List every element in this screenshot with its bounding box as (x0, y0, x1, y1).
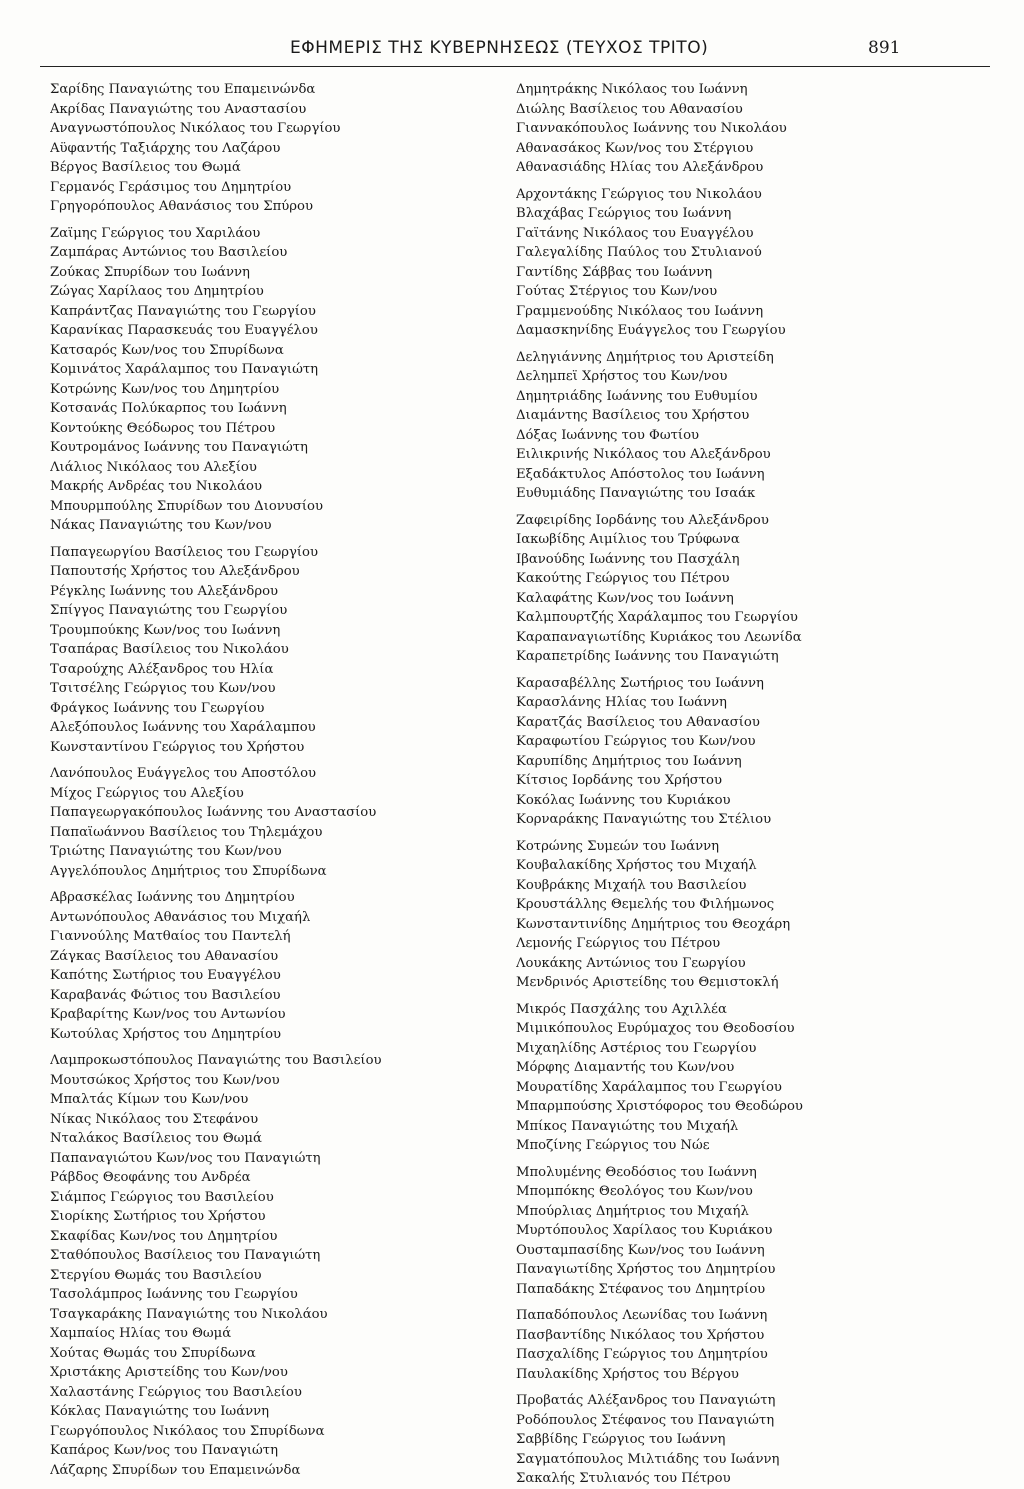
name-entry: Καραπαναγιωτίδης Κυριάκος του Λεωνίδα (516, 629, 802, 645)
name-entry: Κουβράκης Μιχαήλ του Βασιλείου (516, 877, 747, 893)
name-entry: Αντωνόπουλος Αθανάσιος του Μιχαήλ (50, 909, 311, 925)
name-entry: Στεργίου Θωμάς του Βασιλείου (50, 1267, 262, 1283)
name-entry: Κομινάτος Χαράλαμπος του Παναγιώτη (50, 362, 319, 377)
name-entry: Καλμπουρτζής Χαράλαμπος του Γεωργίου (516, 610, 798, 625)
name-entry: Τασολάμπρος Ιωάννης του Γεωργίου (50, 1287, 298, 1302)
name-entry: Διώλης Βασίλειος του Αθανασίου (516, 101, 743, 117)
name-entry: Ουσταμπασίδης Κων/νος του Ιωάννη (516, 1242, 765, 1258)
name-entry: Καλαφάτης Κων/νος του Ιωάννη (516, 590, 734, 606)
name-entry: Μπολυμένης Θεοδόσιος του Ιωάννη (516, 1164, 757, 1180)
name-entry: Σαββίδης Γεώργιος του Ιωάννη (516, 1432, 726, 1447)
name-entry: Κωνσταντινίδης Δημήτριος του Θεοχάρη (516, 916, 791, 932)
name-entry: Αλεξόπουλος Ιωάννης του Χαράλαμπου (50, 720, 316, 735)
name-entry: Νίκας Νικόλαος του Στεφάνου (50, 1111, 259, 1127)
name-entry: Παπαγεωργίου Βασίλειος του Γεωργίου (50, 544, 318, 560)
name-entry: Ζαφειρίδης Ιορδάνης του Αλεξάνδρου (516, 512, 769, 528)
name-entry: Προβατάς Αλέξανδρος του Παναγιώτη (516, 1393, 776, 1408)
name-entry: Δημητριάδης Ιωάννης του Ευθυμίου (516, 388, 758, 404)
name-entry: Μπουρμπούλης Σπυρίδων του Διονυσίου (50, 498, 323, 514)
name-entry: Γιαννακόπουλος Ιωάννης του Νικολάου (516, 121, 787, 136)
name-entry: Ζούκας Σπυρίδων του Ιωάννη (50, 264, 250, 280)
name-entry: Φράγκος Ιωάννης του Γεωργίου (50, 700, 265, 716)
page-header (0, 38, 1024, 68)
name-entry: Λανόπουλος Ευάγγελος του Αποστόλου (50, 766, 317, 781)
name-entry: Δημητράκης Νικόλαος του Ιωάννη (516, 82, 748, 97)
name-entry: Αθανασάκος Κων/νος του Στέργιου (516, 140, 754, 156)
name-entry: Τρουμπούκης Κων/νος του Ιωάννη (50, 622, 281, 638)
name-entry: Κουβαλακίδης Χρήστος του Μιχαήλ (516, 858, 757, 873)
name-entry: Καρασαβέλλης Σωτήριος του Ιωάννη (516, 675, 764, 691)
name-entry: Καρυπίδης Δημήτριος του Ιωάννη (516, 753, 742, 769)
name-entry: Μίχος Γεώργιος του Αλεξίου (50, 785, 244, 801)
name-entry: Κορναράκης Παναγιώτης του Στέλιου (516, 812, 772, 827)
name-entry: Γαϊτάνης Νικόλαος του Ευαγγέλου (516, 225, 754, 241)
name-entry: Ευθυμιάδης Παναγιώτης του Ισαάκ (516, 486, 756, 501)
name-entry: Αγγελόπουλος Δημήτριος του Σπυρίδωνα (50, 863, 327, 879)
name-entry: Καρασλάνης Ηλίας του Ιωάννη (516, 695, 727, 710)
name-entry: Γαντίδης Σάββας του Ιωάννη (516, 264, 713, 280)
name-entry: Καρατζάς Βασίλειος του Αθανασίου (516, 714, 760, 730)
left-column (50, 80, 530, 1480)
name-entry: Σπίγγος Παναγιώτης του Γεωργίου (50, 603, 288, 618)
name-entry: Καπράντζας Παναγιώτης του Γεωργίου (50, 303, 316, 319)
name-entry: Κωτούλας Χρήστος του Δημητρίου (50, 1026, 282, 1042)
name-entry: Μποζίνης Γεώργιος του Νώε (516, 1138, 710, 1153)
name-entry: Νάκας Παναγιώτης του Κων/νου (50, 518, 272, 533)
name-entry: Μυρτόπουλος Χαρίλαος του Κυριάκου (516, 1223, 773, 1238)
name-entry: Ροδόπουλος Στέφανος του Παναγιώτη (516, 1412, 775, 1428)
name-entry: Μπίκος Παναγιώτης του Μιχαήλ (516, 1118, 739, 1134)
name-entry: Σιάμπος Γεώργιος του Βασιλείου (50, 1189, 274, 1205)
name-entry: Κραβαρίτης Κων/νος του Αντωνίου (50, 1007, 286, 1022)
name-entry: Μιχαηλίδης Αστέριος του Γεωργίου (516, 1040, 757, 1056)
name-entry: Παπαγεωργακόπουλος Ιωάννης του Αναστασίου (50, 805, 377, 820)
name-entry: Μικρός Πασχάλης του Αχιλλέα (516, 1001, 727, 1017)
name-entry: Μπομπόκης Θεολόγος του Κων/νου (516, 1184, 753, 1199)
name-entry: Κοντούκης Θεόδωρος του Πέτρου (50, 420, 276, 436)
name-entry: Μουρατίδης Χαράλαμπος του Γεωργίου (516, 1079, 782, 1095)
name-entry: Γρηγορόπουλος Αθανάσιος του Σπύρου (50, 199, 313, 214)
name-entry: Εξαδάκτυλος Απόστολος του Ιωάννη (516, 466, 765, 482)
name-entry: Κουτρομάνος Ιωάννης του Παναγιώτη (50, 440, 308, 455)
name-entry: Ζώγας Χαρίλαος του Δημητρίου (50, 284, 264, 299)
name-entry: Γεωργόπουλος Νικόλαος του Σπυρίδωνα (50, 1423, 325, 1439)
name-entry: Ρέγκλης Ιωάννης του Αλεξάνδρου (50, 583, 279, 599)
name-entry: Λουκάκης Αντώνιος του Γεωργίου (516, 955, 746, 971)
name-entry: Μενδρινός Αριστείδης του Θεμιστοκλή (516, 975, 779, 990)
name-entry: Σιορίκης Σωτήριος του Χρήστου (50, 1209, 266, 1224)
name-entry: Αϋφαντής Ταξιάρχης του Λαζάρου (50, 140, 281, 156)
name-entry: Δεληγιάννης Δημήτριος του Αριστείδη (516, 349, 774, 365)
right-column (516, 80, 996, 1489)
name-entry: Ζαϊμης Γεώργιος του Χαριλάου (50, 225, 261, 241)
name-entry: Ζάγκας Βασίλειος του Αθανασίου (50, 948, 279, 964)
page-number: 891 (868, 38, 901, 58)
name-entry: Καρανίκας Παρασκευάς του Ευαγγέλου (50, 323, 318, 338)
name-entry: Καραπετρίδης Ιωάννης του Παναγιώτη (516, 649, 779, 664)
name-entry: Αβρασκέλας Ιωάννης του Δημητρίου (50, 890, 295, 905)
name-entry: Δελημπεϊ Χρήστος του Κων/νου (516, 369, 728, 384)
name-entry: Μακρής Ανδρέας του Νικολάου (50, 479, 262, 494)
name-entry: Παπαναγιώτου Κων/νος του Παναγιώτη (50, 1150, 321, 1166)
name-entry: Κόκλας Παναγιώτης του Ιωάννη (50, 1404, 270, 1419)
name-entry: Καραφωτίου Γεώργιος του Κων/νου (516, 734, 756, 749)
name-entry: Γραμμενούδης Νικόλαος του Ιωάννη (516, 303, 764, 319)
name-entry: Παπαϊωάννου Βασίλειος του Τηλεμάχου (50, 824, 323, 840)
name-entry: Ειλικρινής Νικόλαος του Αλεξάνδρου (516, 447, 771, 462)
name-entry: Βλαχάβας Γεώργιος του Ιωάννη (516, 206, 732, 221)
name-entry: Σταθόπουλος Βασίλειος του Παναγιώτη (50, 1248, 321, 1263)
name-entry: Σαρίδης Παναγιώτης του Επαμεινώνδα (50, 82, 316, 97)
name-entry: Γερμανός Γεράσιμος του Δημητρίου (50, 179, 292, 195)
name-entry: Μουτσώκος Χρήστος του Κων/νου (50, 1072, 280, 1088)
name-entry: Τσαπάρας Βασίλειος του Νικολάου (50, 642, 289, 657)
name-entry: Διαμάντης Βασίλειος του Χρήστου (516, 408, 750, 423)
name-entry: Ακρίδας Παναγιώτης του Αναστασίου (50, 101, 307, 117)
name-entry: Ζαμπάρας Αντώνιος του Βασιλείου (50, 245, 288, 260)
name-entry: Χριστάκης Αριστείδης του Κων/νου (50, 1365, 288, 1380)
name-entry: Κρουστάλλης Θεμελής του Φιλήμωνος (516, 897, 775, 912)
name-entry: Μπούρλιας Δημήτριος του Μιχαήλ (516, 1203, 749, 1219)
name-entry: Γαλεγαλίδης Παύλος του Στυλιανού (516, 245, 762, 260)
name-entry: Νταλάκος Βασίλειος του Θωμά (50, 1131, 262, 1146)
name-entry: Τριώτης Παναγιώτης του Κων/νου (50, 844, 282, 859)
name-entry: Σακαλής Στυλιανός του Πέτρου (516, 1471, 731, 1486)
name-entry: Κατσαρός Κων/νος του Σπυρίδωνα (50, 342, 284, 358)
name-entry: Μιμικόπουλος Ευρύμαχος του Θεοδοσίου (516, 1021, 795, 1036)
name-entry: Λάζαρης Σπυρίδων του Επαμεινώνδα (50, 1462, 301, 1478)
name-entry: Κοκόλας Ιωάννης του Κυριάκου (516, 792, 731, 808)
name-entry: Σαγματόπουλος Μιλτιάδης του Ιωάννη (516, 1451, 780, 1467)
name-entry: Κίτσιος Ιορδάνης του Χρήστου (516, 773, 722, 788)
name-entry: Χαλαστάνης Γεώργιος του Βασιλείου (50, 1384, 302, 1400)
name-entry: Ιβανούδης Ιωάννης του Πασχάλη (516, 551, 740, 567)
name-entry: Κωνσταντίνου Γεώργιος του Χρήστου (50, 739, 305, 755)
header-rule (40, 66, 990, 67)
name-entry: Παπαδόπουλος Λεωνίδας του Ιωάννη (516, 1308, 768, 1323)
name-entry: Αρχοντάκης Γεώργιος του Νικολάου (516, 186, 762, 202)
name-entry: Τσιτσέλης Γεώργιος του Κων/νου (50, 681, 276, 696)
name-entry: Τσαρούχης Αλέξανδρος του Ηλία (50, 661, 274, 677)
name-entry: Πασβαντίδης Νικόλαος του Χρήστου (516, 1327, 765, 1343)
name-entry: Γιαννούλης Ματθαίος του Παντελή (50, 929, 291, 944)
name-entry: Παυλακίδης Χρήστος του Βέργου (516, 1366, 739, 1382)
name-entry: Λιάλιος Νικόλαος του Αλεξίου (50, 459, 257, 475)
name-entry: Κοτρώνης Συμεών του Ιωάννη (516, 838, 720, 854)
name-entry: Μπαλτάς Κίμων του Κων/νου (50, 1092, 249, 1107)
gazette-title: ΕΦΗΜΕΡΙΣ ΤΗΣ ΚΥΒΕΡΝΗΣΕΩΣ (ΤΕΥΧΟΣ ΤΡΙΤΟ) (290, 38, 709, 58)
name-entry: Παπαδάκης Στέφανος του Δημητρίου (516, 1281, 766, 1297)
name-entry: Ιακωβίδης Αιμίλιος του Τρύφωνα (516, 532, 740, 547)
name-entry: Τσαγκαράκης Παναγιώτης του Νικολάου (50, 1306, 328, 1322)
name-entry: Βέργος Βασίλειος του Θωμά (50, 160, 241, 175)
name-entry: Λεμονής Γεώργιος του Πέτρου (516, 936, 721, 951)
name-entry: Χούτας Θωμάς του Σπυρίδωνα (50, 1345, 256, 1361)
name-entry: Δαμασκηνίδης Ευάγγελος του Γεωργίου (516, 323, 786, 338)
name-entry: Χαμπαίος Ηλίας του Θωμά (50, 1326, 232, 1341)
name-entry: Λαμπροκωστόπουλος Παναγιώτης του Βασιλείου (50, 1053, 382, 1068)
name-entry: Μπαρμπούσης Χριστόφορος του Θεοδώρου (516, 1099, 803, 1114)
name-entry: Πασχαλίδης Γεώργιος του Δημητρίου (516, 1347, 768, 1362)
name-entry: Παναγιωτίδης Χρήστος του Δημητρίου (516, 1262, 776, 1277)
name-entry: Κοτσανάς Πολύκαρπος του Ιωάννη (50, 401, 287, 416)
name-entry: Καπότης Σωτήριος του Ευαγγέλου (50, 968, 281, 983)
name-entry: Δόξας Ιωάννης του Φωτίου (516, 427, 700, 443)
name-entry: Παπουτσής Χρήστος του Αλεξάνδρου (50, 564, 300, 579)
name-entry: Αθανασιάδης Ηλίας του Αλεξάνδρου (516, 160, 764, 175)
name-entry: Ράβδος Θεοφάνης του Ανδρέα (50, 1170, 251, 1185)
name-entry: Μόρφης Διαμαντής του Κων/νου (516, 1060, 735, 1075)
name-entry: Καπάρος Κων/νος του Παναγιώτη (50, 1443, 278, 1458)
name-entry: Σκαφίδας Κων/νος του Δημητρίου (50, 1228, 278, 1244)
name-entry: Κοτρώνης Κων/νος του Δημητρίου (50, 381, 280, 397)
name-entry: Κακούτης Γεώργιος του Πέτρου (516, 571, 730, 586)
name-entry: Γούτας Στέργιος του Κων/νου (516, 284, 718, 299)
name-entry: Αναγνωστόπουλος Νικόλαος του Γεωργίου (50, 121, 341, 136)
name-entry: Καραβανάς Φώτιος του Βασιλείου (50, 987, 281, 1003)
